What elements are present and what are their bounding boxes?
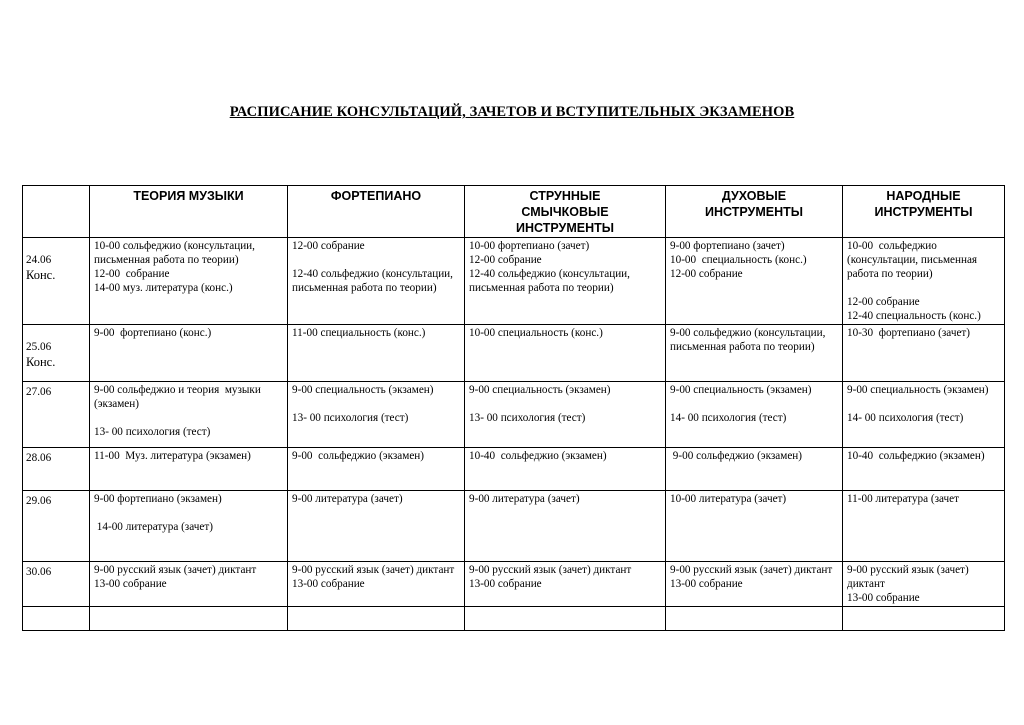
schedule-entry: 10-40 сольфеджио (экзамен)	[469, 450, 607, 462]
schedule-entry: 9-00 фортепиано (экзамен)	[94, 493, 222, 505]
header-date-cell	[23, 186, 90, 238]
schedule-entry: 12-00 собрание	[469, 254, 542, 266]
empty-row	[23, 607, 1005, 631]
schedule-entry: 12-40 сольфеджио (консультации, письменная работа по теории)	[469, 268, 636, 294]
schedule-entry: 9-00 русский язык (зачет) диктант	[670, 564, 833, 576]
schedule-cell	[465, 382, 666, 448]
schedule-entry: 14- 00 психология (тест)	[670, 412, 787, 424]
table-row	[23, 325, 1005, 382]
schedule-entry: 9-00 литература (зачет)	[292, 493, 403, 505]
date-cell	[23, 491, 90, 562]
schedule-entry: 12-40 специальность (конс.)	[847, 310, 981, 322]
schedule-cell	[90, 238, 288, 325]
table-row	[23, 382, 1005, 448]
cell-spacer	[94, 506, 283, 520]
schedule-cell	[843, 562, 1005, 607]
schedule-cell	[843, 238, 1005, 325]
schedule-entry: 12-40 сольфеджио (консультации, письменная работа по теории)	[292, 268, 459, 294]
schedule-entry: 13- 00 психология (тест)	[292, 412, 409, 424]
date-value: 25.06	[26, 341, 52, 353]
schedule-entry: 9-00 русский язык (зачет) диктант	[469, 564, 632, 576]
schedule-entry: 14-00 литература (зачет)	[94, 521, 213, 533]
schedule-cell	[666, 382, 843, 448]
schedule-cell	[465, 238, 666, 325]
schedule-cell	[90, 562, 288, 607]
date-value: 24.06	[26, 254, 52, 266]
date-value: 29.06	[26, 495, 52, 507]
table-row	[23, 562, 1005, 607]
date-cell	[23, 238, 90, 325]
cell-spacer	[469, 397, 661, 411]
schedule-cell	[465, 448, 666, 491]
schedule-entry: 10-00 специальность (конс.)	[670, 254, 807, 266]
schedule-cell	[465, 491, 666, 562]
schedule-cell	[90, 382, 288, 448]
schedule-entry: 9-00 русский язык (зачет) диктант	[292, 564, 455, 576]
date-value: 27.06	[26, 386, 52, 398]
schedule-cell	[288, 448, 465, 491]
schedule-cell	[666, 325, 843, 382]
schedule-entry: 10-00 фортепиано (зачет)	[469, 240, 590, 252]
date-value: 30.06	[26, 566, 52, 578]
header-column: СТРУННЫЕ СМЫЧКОВЫЕ ИНСТРУМЕНТЫ	[465, 186, 666, 238]
schedule-entry: 9-00 специальность (экзамен)	[670, 384, 812, 396]
schedule-entry: 9-00 сольфеджио и теория музыки (экзамен)	[94, 384, 264, 410]
schedule-cell	[288, 238, 465, 325]
schedule-entry: 9-00 русский язык (зачет) диктант	[94, 564, 257, 576]
schedule-entry: 9-00 сольфеджио (консультации, письменная работа по теории)	[670, 327, 831, 353]
cell-spacer	[292, 253, 460, 267]
date-sub-label: Конс.	[26, 355, 56, 369]
schedule-cell	[90, 448, 288, 491]
schedule-entry: 14-00 муз. литература (конс.)	[94, 282, 233, 294]
schedule-entry: 9-00 специальность (экзамен)	[469, 384, 611, 396]
header-column: ДУХОВЫЕ ИНСТРУМЕНТЫ	[666, 186, 843, 238]
schedule-entry: 9-00 фортепиано (зачет)	[670, 240, 785, 252]
schedule-entry: 12-00 собрание	[670, 268, 743, 280]
empty-cell	[288, 607, 465, 631]
empty-cell	[666, 607, 843, 631]
table-header-row	[23, 186, 1005, 238]
page-title: РАСПИСАНИЕ КОНСУЛЬТАЦИЙ, ЗАЧЕТОВ И ВСТУПИТЕЛЬНЫХ ЭКЗАМЕНОВ	[229, 104, 795, 120]
table-row	[23, 491, 1005, 562]
header-column: ТЕОРИЯ МУЗЫКИ	[90, 186, 288, 238]
schedule-cell	[843, 325, 1005, 382]
schedule-cell	[666, 562, 843, 607]
schedule-entry: 9-00 специальность (экзамен)	[847, 384, 989, 396]
date-cell	[23, 325, 90, 382]
schedule-entry: 11-00 специальность (конс.)	[292, 327, 426, 339]
schedule-entry: 13-00 собрание	[292, 578, 365, 590]
schedule-cell	[465, 562, 666, 607]
schedule-entry: 11-00 литература (зачет	[847, 493, 960, 505]
schedule-cell	[90, 325, 288, 382]
schedule-entry: 9-00 сольфеджио (экзамен)	[292, 450, 425, 462]
date-value: 28.06	[26, 452, 52, 464]
schedule-cell	[465, 325, 666, 382]
schedule-entry: 10-00 литература (зачет)	[670, 493, 787, 505]
date-cell	[23, 562, 90, 607]
schedule-cell	[666, 448, 843, 491]
schedule-cell	[666, 491, 843, 562]
schedule-cell	[288, 562, 465, 607]
schedule-cell	[843, 491, 1005, 562]
schedule-entry: 13- 00 психология (тест)	[469, 412, 586, 424]
schedule-cell	[288, 382, 465, 448]
schedule-entry: 10-00 специальность (конс.)	[469, 327, 603, 339]
schedule-entry: 11-00 Муз. литература (экзамен)	[94, 450, 251, 462]
table-row	[23, 238, 1005, 325]
schedule-entry: 10-30 фортепиано (зачет)	[847, 327, 971, 339]
schedule-entry: 10-00 сольфеджио (консультации, письменная работа по теории)	[847, 240, 980, 280]
cell-spacer	[847, 281, 1000, 295]
date-cell	[23, 448, 90, 491]
schedule-entry: 13-00 собрание	[94, 578, 167, 590]
schedule-entry: 10-40 сольфеджио (экзамен)	[847, 450, 985, 462]
date-sub-label: Конс.	[26, 268, 56, 282]
schedule-cell	[843, 448, 1005, 491]
table-row	[23, 448, 1005, 491]
header-column: ФОРТЕПИАНО	[288, 186, 465, 238]
schedule-cell	[843, 382, 1005, 448]
schedule-entry: 9-00 литература (зачет)	[469, 493, 580, 505]
schedule-entry: 12-00 собрание	[94, 268, 170, 280]
cell-spacer	[292, 397, 460, 411]
date-cell	[23, 382, 90, 448]
schedule-cell	[666, 238, 843, 325]
header-column: НАРОДНЫЕ ИНСТРУМЕНТЫ	[843, 186, 1005, 238]
schedule-table	[22, 185, 1005, 631]
schedule-entry: 12-00 собрание	[292, 240, 365, 252]
cell-spacer	[94, 411, 283, 425]
empty-cell	[465, 607, 666, 631]
empty-cell	[23, 607, 90, 631]
schedule-entry: 14- 00 психология (тест)	[847, 412, 964, 424]
schedule-entry: 13-00 собрание	[469, 578, 542, 590]
schedule-entry: 12-00 собрание	[847, 296, 920, 308]
schedule-entry: 10-00 сольфеджио (консультации, письменная работа по теории)	[94, 240, 258, 266]
cell-spacer	[670, 397, 838, 411]
empty-cell	[843, 607, 1005, 631]
cell-spacer	[847, 397, 1000, 411]
schedule-entry: 13-00 собрание	[847, 592, 920, 604]
schedule-entry: 9-00 русский язык (зачет) диктант	[847, 564, 972, 590]
schedule-entry: 9-00 сольфеджио (экзамен)	[670, 450, 803, 462]
schedule-entry: 13-00 собрание	[670, 578, 743, 590]
schedule-entry: 9-00 специальность (экзамен)	[292, 384, 434, 396]
schedule-cell	[90, 491, 288, 562]
schedule-cell	[288, 491, 465, 562]
schedule-entry: 13- 00 психология (тест)	[94, 426, 211, 438]
empty-cell	[90, 607, 288, 631]
schedule-cell	[288, 325, 465, 382]
schedule-entry: 9-00 фортепиано (конс.)	[94, 327, 212, 339]
